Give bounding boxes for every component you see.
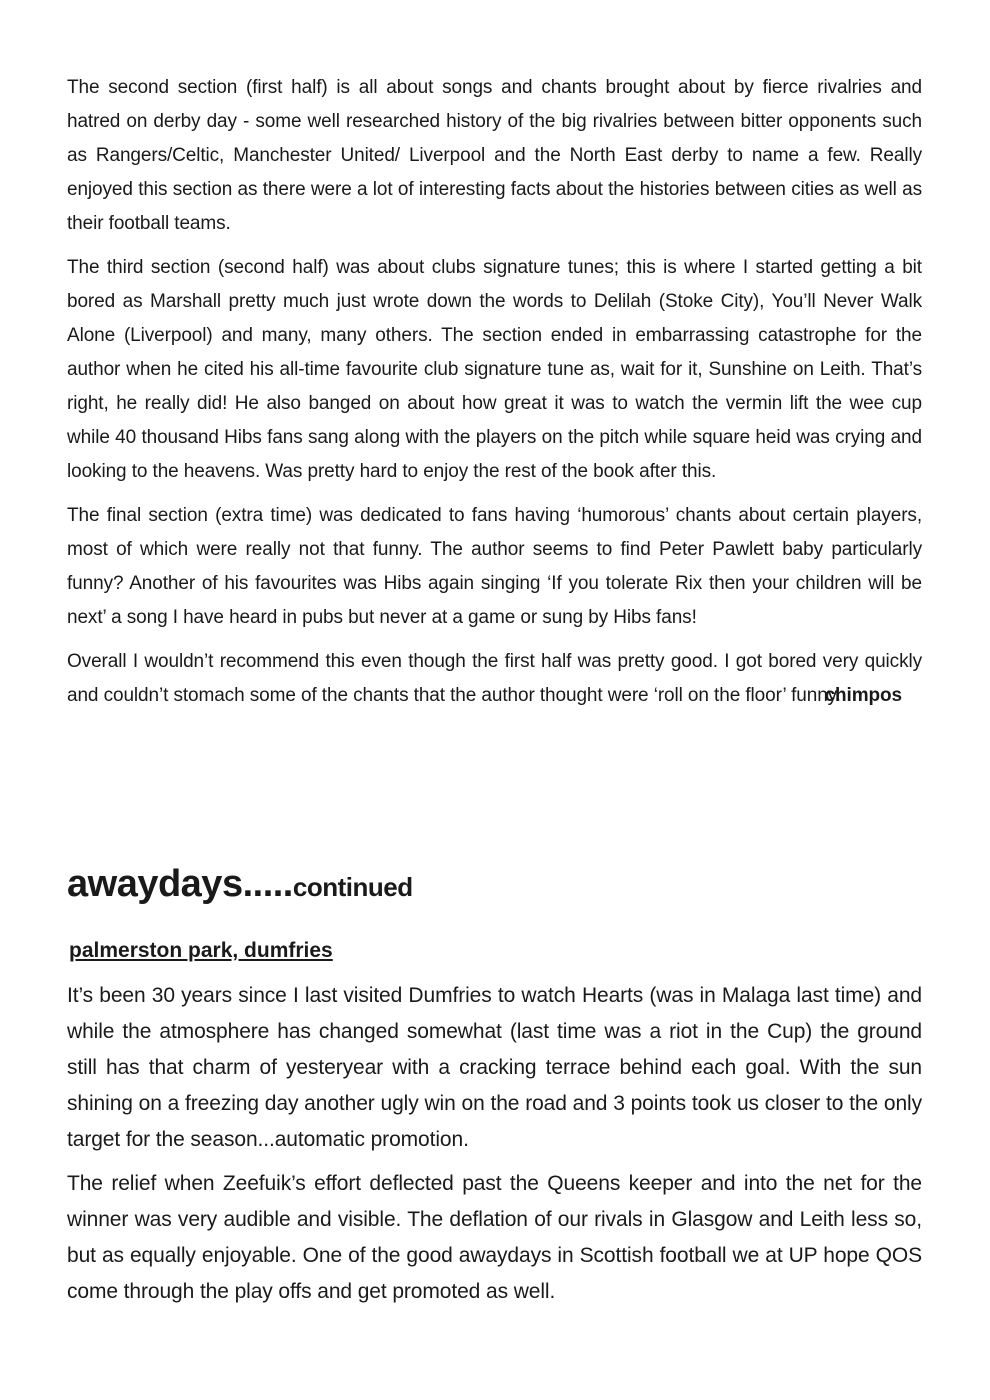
section-heading-suffix: continued (292, 872, 413, 902)
ground-subheading: palmerston park, dumfries (69, 939, 333, 962)
review-paragraph-2: The third section (second half) was about clubs signature tunes; this is where I started getting a bit bored as Marshall pretty much just wrote down the words to Delilah (Stoke City), You’ll Never Walk Alone (Liverpool) and many, many others. The section ended in embarrassing catastrophe for the author when he cited his all-time favourite club signature tune as, wait for it, Sunshine on Leith. That’s right, he really did! He also banged on about how great it was to watch the vermin lift the wee cup while 40 thousand Hibs fans sang along with the players on the pitch while square heid was crying and looking to the heavens. Was pretty hard to enjoy the rest of the book after this. (67, 257, 922, 482)
review-paragraph-1: The second section (first half) is all about songs and chants brought about by fierce rivalries and hatred on derby day - some well researched history of the big rivalries between bitter opponents such as Rangers/Celtic, Manchester United/ Liverpool and the North East derby to name a few. Really enjoyed this section as there were a lot of interesting facts about the histories between cities as well as their football teams. (67, 77, 922, 234)
review-paragraph-4-text: Overall I wouldn’t recommend this even though the first half was pretty good. I got bored very quickly and couldn’t stomach some of the chants that the author thought were ‘roll on the floor’ funny. (67, 651, 922, 706)
review-signature: chimpos (824, 685, 902, 706)
book-review (67, 71, 922, 723)
awayday-paragraph-1: It’s been 30 years since I last visited Dumfries to watch Hearts (was in Malaga last time) and while the atmosphere has changed somewhat (last time was a riot in the Cup) the ground still has that charm of yesteryear with a cracking terrace behind each goal. With the sun shining on a freezing day another ugly win on the road and 3 points took us closer to the only target for the season...automatic promotion. (67, 984, 922, 1151)
review-paragraph-4 (67, 645, 922, 713)
section-heading (67, 858, 413, 913)
awayday-report (67, 978, 922, 1318)
review-paragraph-3: The final section (extra time) was dedicated to fans having ‘humorous’ chants about certain players, most of which were really not that funny. The author seems to find Peter Pawlett baby particularly funny? Another of his favourites was Hibs again singing ‘If you tolerate Rix then your children will be next’ a song I have heard in pubs but never at a game or sung by Hibs fans! (67, 505, 922, 628)
awayday-paragraph-2: The relief when Zeefuik’s effort deflected past the Queens keeper and into the net for the winner was very audible and visible. The deflation of our rivals in Glasgow and Leith less so, but as equally enjoyable. One of the good awaydays in Scottish football we at UP hope QOS come through the play offs and get promoted as well. (67, 1172, 922, 1303)
section-heading-title: awaydays..... (67, 863, 293, 905)
